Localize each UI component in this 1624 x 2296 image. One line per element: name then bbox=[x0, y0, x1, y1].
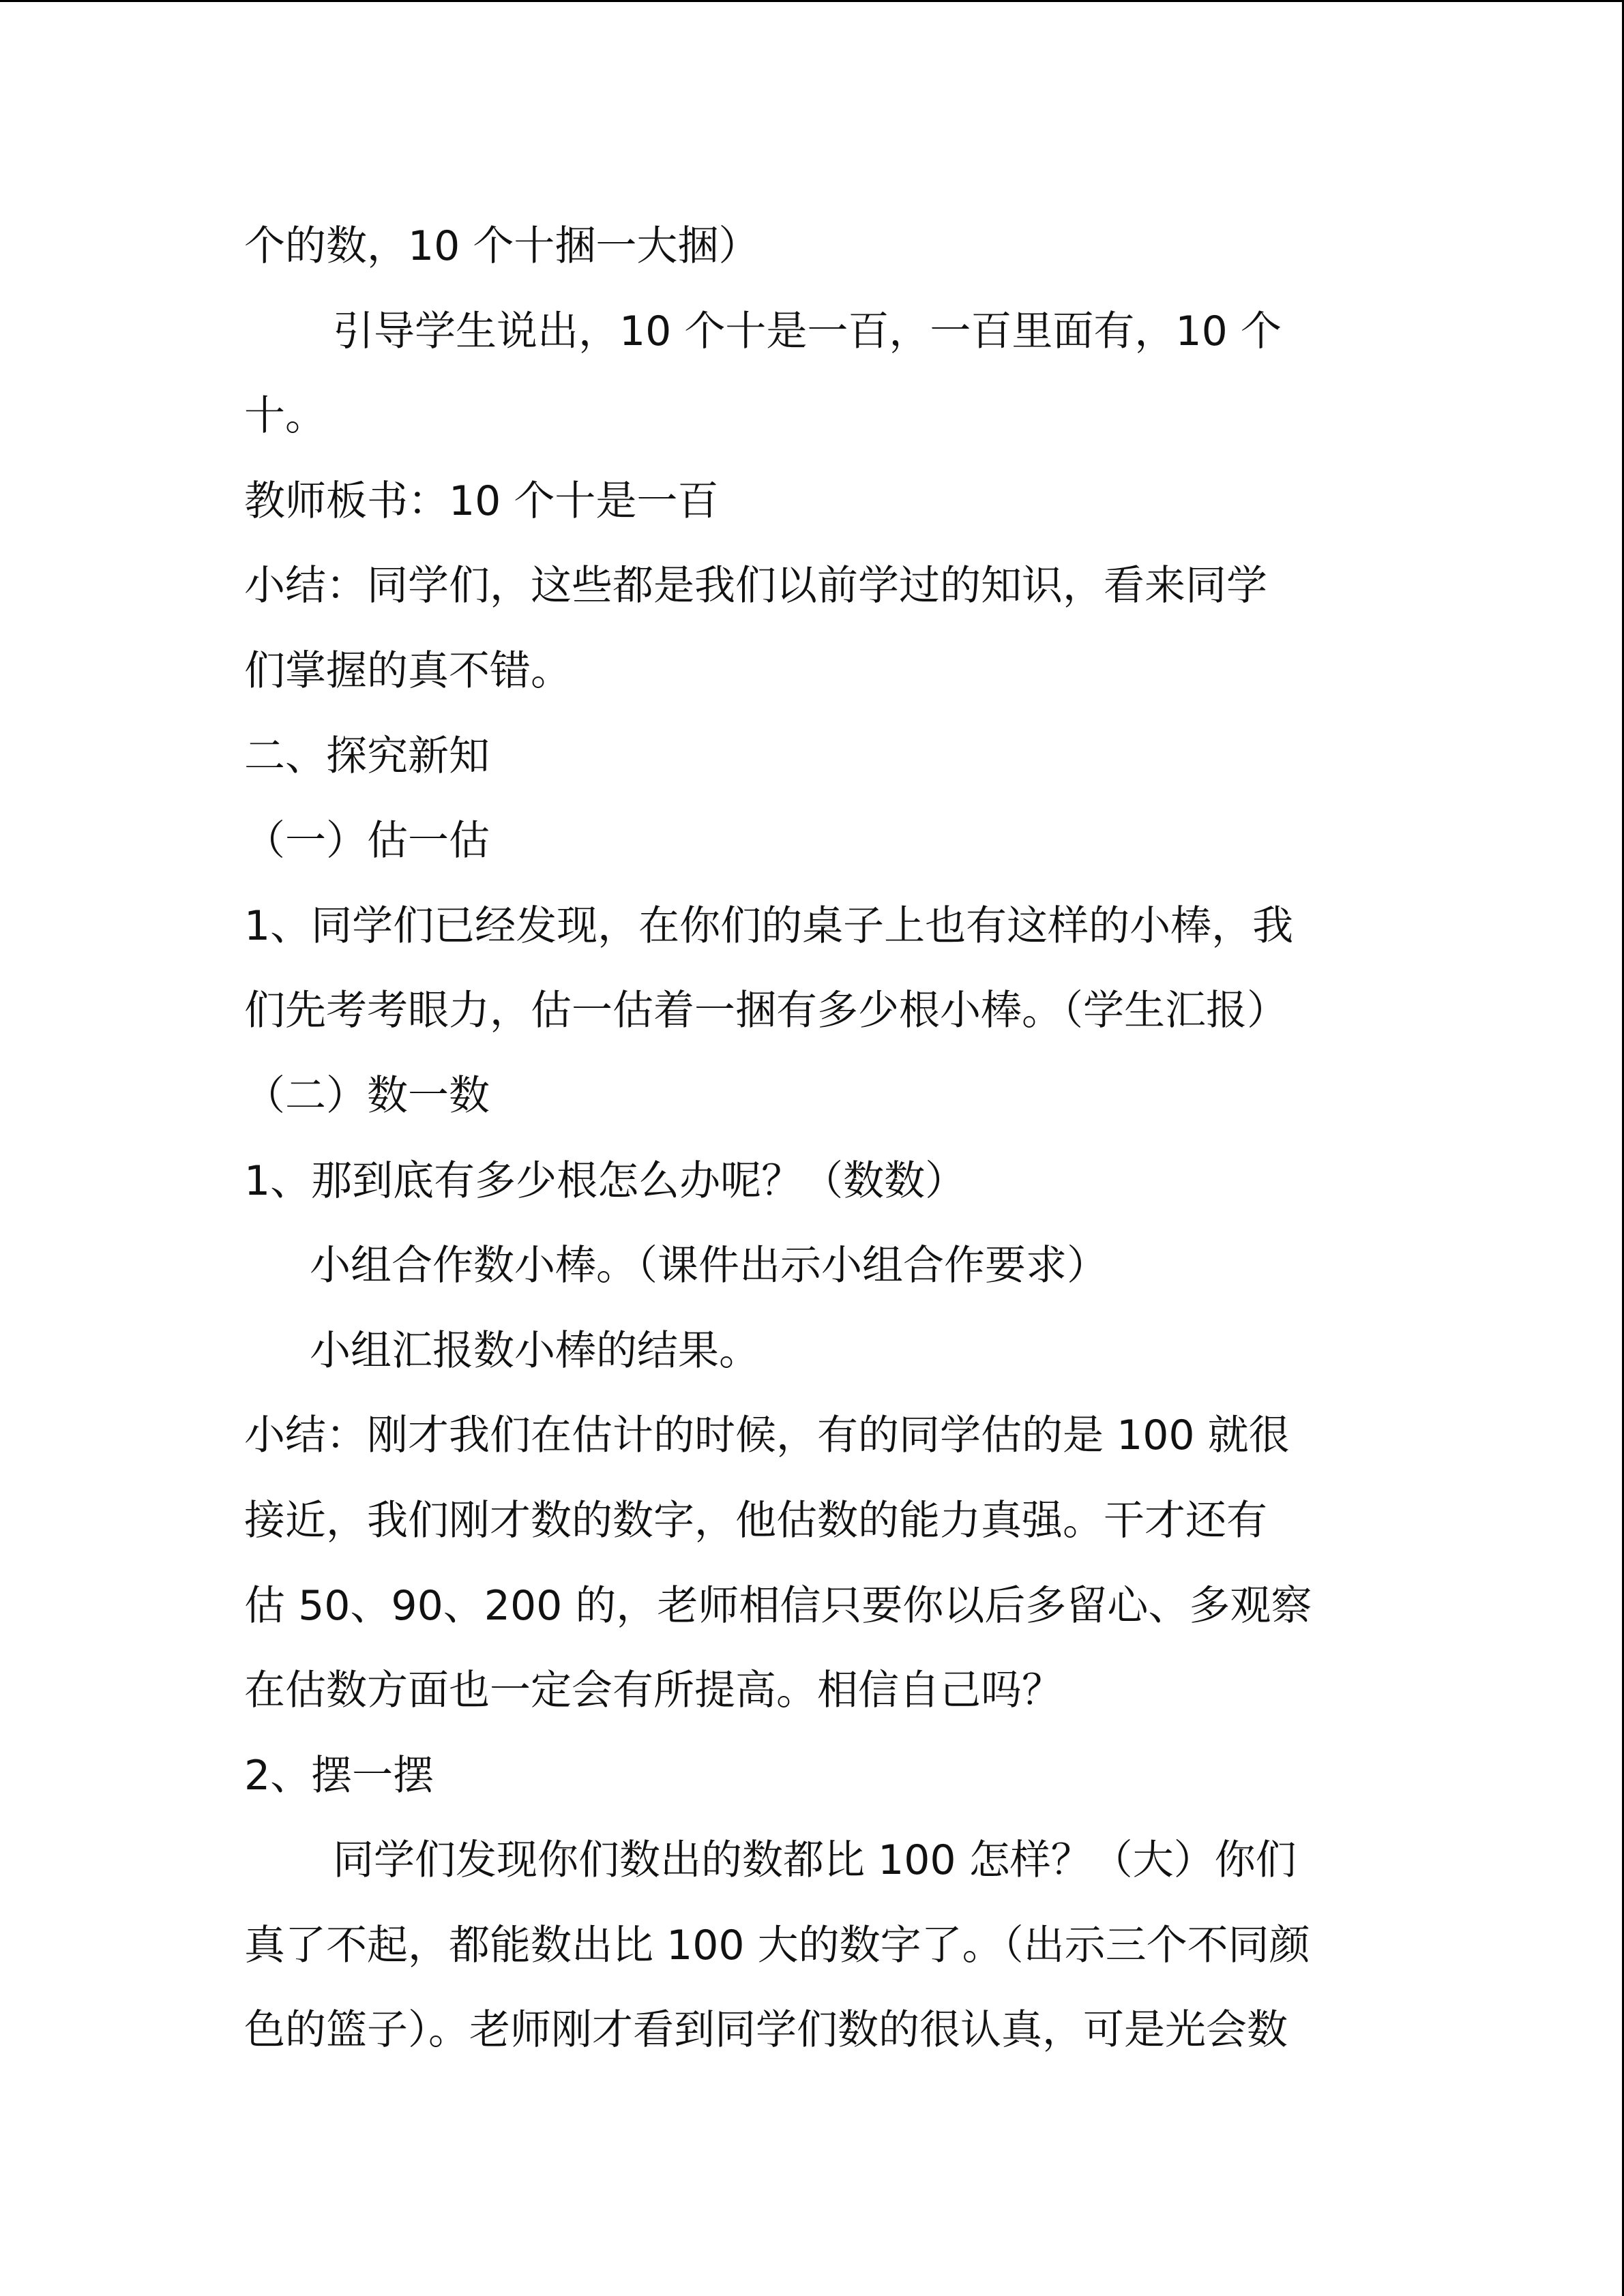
subsection-heading: （一）估一估 bbox=[244, 817, 490, 865]
subsection-heading: （二）数一数 bbox=[244, 1071, 490, 1120]
text-line: 1、那到底有多少根怎么办呢？（数数） bbox=[244, 1157, 966, 1205]
text-line: 小结：同学们，这些都是我们以前学过的知识，看来同学 bbox=[244, 562, 1267, 610]
text-line: 小结：刚才我们在估计的时候，有的同学估的是 100 就很 bbox=[244, 1412, 1290, 1460]
text-line: 2、摆一摆 bbox=[244, 1751, 434, 1800]
text-line: 十。 bbox=[244, 392, 326, 441]
text-line: 小组汇报数小棒的结果。 bbox=[310, 1326, 760, 1375]
section-heading: 二、探究新知 bbox=[244, 732, 490, 780]
text-line: 估 50、90、200 的，老师相信只要你以后多留心、多观察 bbox=[244, 1581, 1312, 1630]
text-line: 们掌握的真不错。 bbox=[244, 646, 572, 695]
text-line: 教师板书：10 个十是一百 bbox=[244, 477, 719, 525]
text-line: 们先考考眼力，估一估着一捆有多少根小棒。（学生汇报） bbox=[244, 987, 1288, 1035]
text-line: 在估数方面也一定会有所提高。相信自己吗？ bbox=[244, 1667, 1063, 1715]
text-line: 同学们发现你们数出的数都比 100 怎样？（大）你们 bbox=[333, 1836, 1297, 1885]
text-line: 色的篮子）。老师刚才看到同学们数的很认真，可是光会数 bbox=[244, 2006, 1288, 2055]
document-body bbox=[244, 204, 1376, 2073]
text-line: 个的数，10 个十捆一大捆） bbox=[244, 222, 760, 270]
text-line: 接近，我们刚才数的数字，他估数的能力真强。干才还有 bbox=[244, 1496, 1267, 1545]
text-line: 真了不起，都能数出比 100 大的数字了。（出示三个不同颜 bbox=[244, 1921, 1310, 1969]
text-line: 小组合作数小棒。（课件出示小组合作要求） bbox=[310, 1242, 1108, 1290]
text-line: 1、同学们已经发现，在你们的桌子上也有这样的小棒，我 bbox=[244, 901, 1294, 950]
text-line: 引导学生说出，10 个十是一百，一百里面有，10 个 bbox=[333, 307, 1282, 355]
